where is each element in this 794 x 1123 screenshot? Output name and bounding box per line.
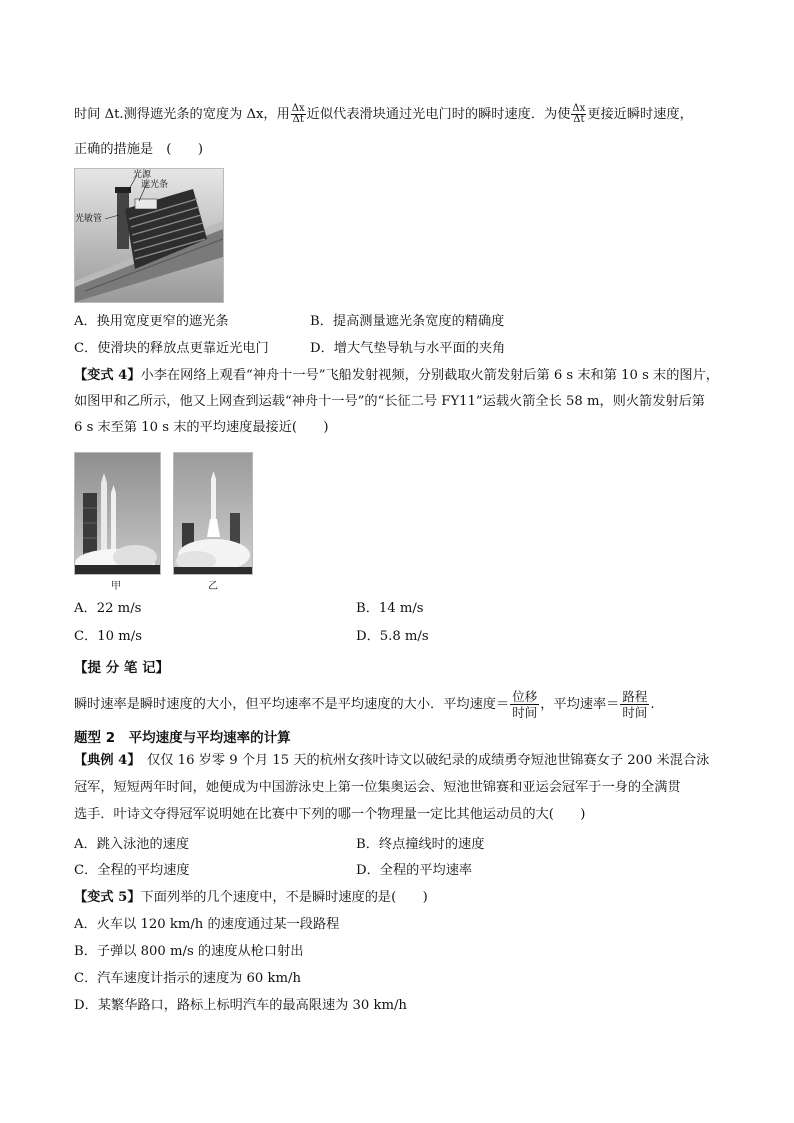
fraction-numerator: Δx — [572, 103, 586, 114]
fraction-denominator: Δt — [573, 114, 585, 125]
variant-tag: 【变式 4】 — [74, 368, 141, 383]
option-c: C．10 m/s — [74, 629, 142, 644]
tip-line — [74, 689, 655, 720]
option-b: B．提高测量遮光条宽度的精确度 — [310, 314, 505, 329]
fraction-numerator: 路程 — [622, 689, 648, 704]
air-track-illustration — [75, 169, 223, 302]
section-title: 题型 2 平均速度与平均速率的计算 — [74, 730, 291, 746]
question-line: 正确的措施是 ( ) — [74, 142, 203, 157]
rocket-photo-b — [173, 452, 253, 575]
fraction — [571, 104, 586, 125]
tip-heading: 【提 分 笔 记】 — [74, 660, 170, 676]
tip-text: 瞬时速率是瞬时速度的大小，但平均速率不是平均速度的大小．平均速度＝ — [74, 697, 510, 712]
label-light-source: 光源 — [133, 170, 152, 180]
example-tag: 【典例 4】 — [74, 753, 134, 768]
option-a: A．跳入泳池的速度 — [74, 837, 190, 852]
fraction-denominator: Δt — [292, 114, 304, 125]
question-text: 下面列举的几个速度中，不是瞬时速度的是( ) — [140, 890, 428, 905]
option-b: B．终点撞线时的速度 — [356, 837, 485, 852]
fraction-denominator: 时间 — [622, 705, 648, 720]
caption-a: 甲 — [111, 581, 121, 592]
variant4-line2: 如图甲和乙所示，他又上网查到运载“神舟十一号”的“长征二号 FY11”运载火箭全长 58 m，则火箭发射后第 — [74, 394, 705, 409]
option-a: A．22 m/s — [74, 601, 142, 616]
rocket-illustration-b — [174, 453, 252, 574]
option-c: C．全程的平均速度 — [74, 863, 190, 878]
question-text: 近似代表滑块通过光电门时的瞬时速度．为使 — [306, 107, 571, 122]
fraction-numerator: Δx — [291, 103, 305, 114]
example4-line1 — [74, 752, 709, 770]
question-text: 更接近瞬时速度， — [587, 107, 693, 122]
label-shield: 遮光条 — [141, 180, 169, 190]
option-a: A．火车以 120 km/h 的速度通过某一段路程 — [74, 917, 340, 932]
example4-line2: 冠军，短短两年时间，她便成为中国游泳史上第一位集奥运会、短池世锦赛和亚运会冠军于一身的全满贯 — [74, 780, 681, 795]
question-line — [74, 104, 693, 125]
option-d: D．全程的平均速率 — [356, 863, 473, 878]
variant5-line1 — [74, 889, 428, 907]
fraction — [510, 689, 539, 720]
rocket-photo-a — [74, 452, 161, 575]
tip-text: . — [650, 697, 655, 712]
fraction-numerator: 位移 — [512, 689, 538, 704]
fraction — [620, 689, 649, 720]
fraction — [291, 104, 306, 125]
variant-tag: 【变式 5】 — [74, 890, 141, 905]
option-c: C．汽车速度计指示的速度为 60 km/h — [74, 971, 301, 986]
example4-line3: 选手．叶诗文夺得冠军说明她在比赛中下列的哪一个物理量一定比其他运动员的大( ) — [74, 807, 586, 822]
fraction-denominator: 时间 — [512, 705, 538, 720]
rocket-illustration-a — [75, 453, 160, 574]
variant4-line3: 6 s 末至第 10 s 末的平均速度最接近( ) — [74, 420, 329, 435]
tip-text: ，平均速率＝ — [540, 697, 620, 712]
option-b: B．14 m/s — [356, 601, 424, 616]
option-a: A．换用宽度更窄的遮光条 — [74, 314, 229, 329]
option-b: B．子弹以 800 m/s 的速度从枪口射出 — [74, 944, 304, 959]
question-text: 时间 Δt.测得遮光条的宽度为 Δx，用 — [74, 107, 290, 122]
question-text: 小李在网络上观看“神舟十一号”飞船发射视频，分别截取火箭发射后第 6 s 末和第 10 s 末的图片， — [140, 368, 719, 383]
option-d: D．某繁华路口，路标上标明汽车的最高限速为 30 km/h — [74, 998, 407, 1013]
caption-b: 乙 — [208, 581, 218, 592]
label-sensor: 光敏管 — [75, 214, 103, 224]
option-d: D．5.8 m/s — [356, 629, 429, 644]
variant4-line1 — [74, 367, 719, 385]
option-d: D．增大气垫导轨与水平面的夹角 — [310, 341, 506, 356]
air-track-photo — [74, 168, 224, 303]
question-text: 仅仅 16 岁零 9 个月 15 天的杭州女孩叶诗文以破纪录的成绩勇夺短池世锦赛女子 200 米混合泳 — [133, 753, 710, 768]
option-c: C．使滑块的释放点更靠近光电门 — [74, 341, 269, 356]
